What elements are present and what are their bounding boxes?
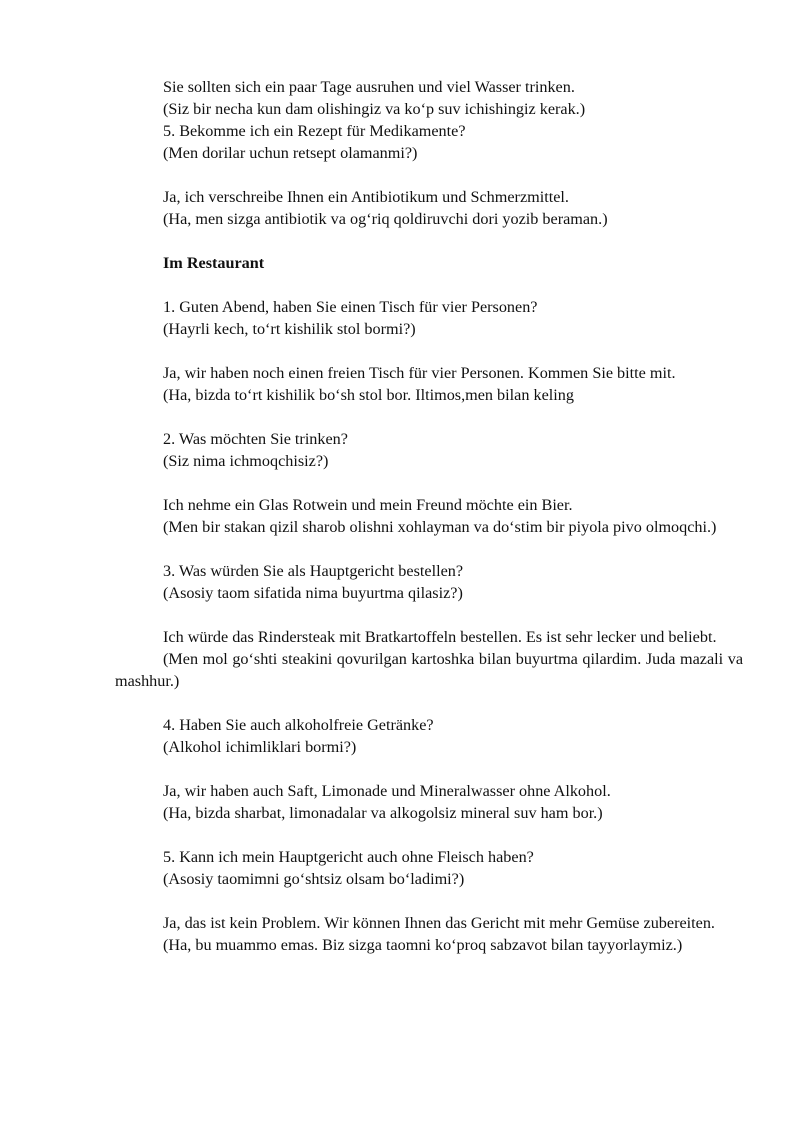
uzbek-translation: (Siz bir necha kun dam olishingiz va ko‘p suv ichishingiz kerak.)	[163, 100, 586, 118]
uzbek-translation: (Men bir stakan qizil sharob olishni xohlayman va do‘stim bir piyola pivo olmoqchi.)	[163, 518, 717, 536]
german-question: 4. Haben Sie auch alkoholfreie Getränke?	[163, 716, 434, 734]
uzbek-translation: (Asosiy taomimni go‘shtsiz olsam bo‘ladimi?)	[163, 870, 465, 888]
uzbek-translation: (Ha, men sizga antibiotik va og‘riq qoldiruvchi dori yozib beraman.)	[163, 210, 608, 228]
german-question: 5. Bekomme ich ein Rezept für Medikamente?	[163, 122, 466, 140]
uzbek-translation: (Asosiy taom sifatida nima buyurtma qilasiz?)	[163, 584, 463, 602]
german-answer: Ja, ich verschreibe Ihnen ein Antibiotikum und Schmerzmittel.	[163, 188, 569, 206]
uzbek-translation: (Alkohol ichimliklari bormi?)	[163, 738, 357, 756]
uzbek-translation: (Ha, bizda sharbat, limonadalar va alkogolsiz mineral suv ham bor.)	[163, 804, 603, 822]
section-heading: Im Restaurant	[163, 254, 265, 272]
german-answer: Ja, wir haben auch Saft, Limonade und Mineralwasser ohne Alkohol.	[163, 782, 611, 800]
german-question: 3. Was würden Sie als Hauptgericht bestellen?	[163, 562, 464, 580]
german-question: 1. Guten Abend, haben Sie einen Tisch für vier Personen?	[163, 298, 538, 316]
uzbek-translation: (Men dorilar uchun retsept olamanmi?)	[163, 144, 418, 162]
german-answer: Ja, wir haben noch einen freien Tisch für vier Personen. Kommen Sie bitte mit.	[163, 364, 676, 382]
uzbek-translation: (Men mol go‘shti steakini qovurilgan kartoshka bilan buyurtma qilardim. Juda mazali va mashhur.)	[115, 650, 743, 690]
uzbek-translation: (Siz nima ichmoqchisiz?)	[163, 452, 329, 470]
german-answer: Ja, das ist kein Problem. Wir können Ihnen das Gericht mit mehr Gemüse zubereiten.	[163, 914, 715, 932]
uzbek-translation: (Ha, bu muammo emas. Biz sizga taomni ko‘proq sabzavot bilan tayyorlaymiz.)	[163, 936, 683, 954]
german-question: 5. Kann ich mein Hauptgericht auch ohne Fleisch haben?	[163, 848, 534, 866]
uzbek-translation: (Hayrli kech, to‘rt kishilik stol bormi?)	[163, 320, 416, 338]
document-page	[115, 76, 743, 956]
german-answer: Sie sollten sich ein paar Tage ausruhen und viel Wasser trinken.	[163, 78, 575, 96]
uzbek-translation: (Ha, bizda to‘rt kishilik bo‘sh stol bor. Iltimos,men bilan keling	[163, 386, 574, 404]
german-question: 2. Was möchten Sie trinken?	[163, 430, 348, 448]
german-answer: Ich nehme ein Glas Rotwein und mein Freund möchte ein Bier.	[163, 496, 573, 514]
german-answer: Ich würde das Rindersteak mit Bratkartoffeln bestellen. Es ist sehr lecker und beliebt.	[163, 628, 717, 646]
